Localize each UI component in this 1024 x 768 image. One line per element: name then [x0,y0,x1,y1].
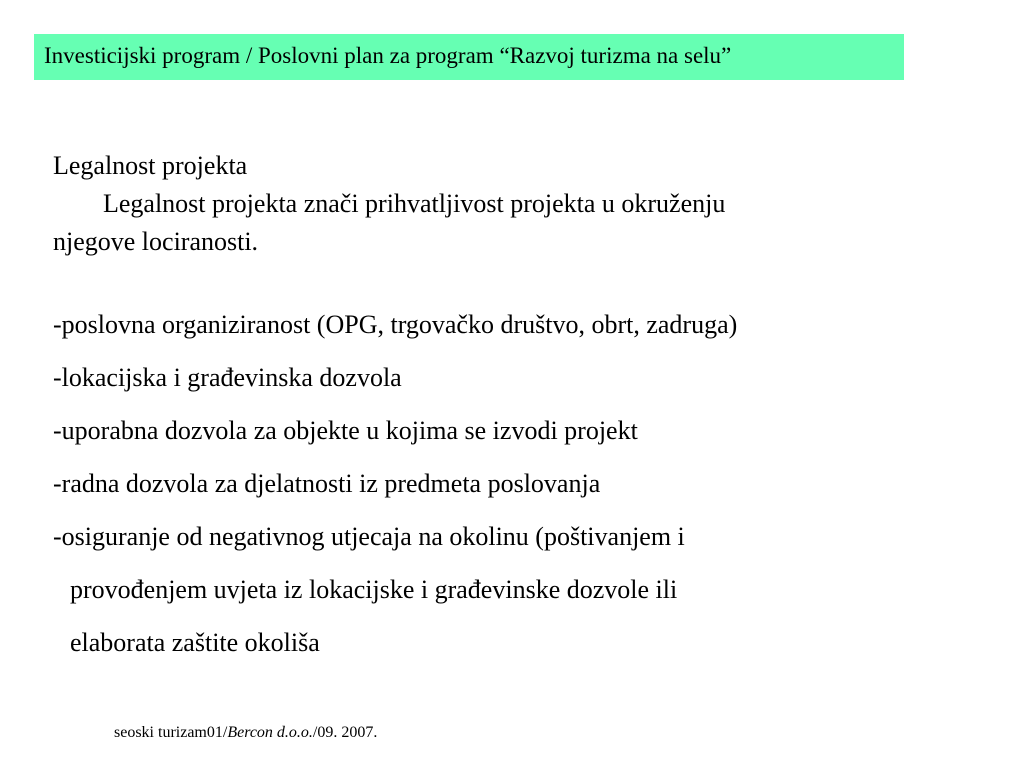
requirement-item-continuation: elaborata zaštite okoliša [70,628,320,657]
requirement-item: -lokacijska i građevinska dozvola [53,363,402,392]
footer-prefix: seoski turizam01/ [114,724,228,741]
requirement-item-continuation: provođenjem uvjeta iz lokacijske i građevinske dozvole ili [70,575,678,604]
slide-footer [114,722,377,744]
definition-line-2: njegove lociranosti. [53,227,259,256]
requirement-item: -radna dozvola za djelatnosti iz predmeta poslovanja [53,469,601,498]
requirement-item: -osiguranje od negativnog utjecaja na okolinu (poštivanjem i [53,522,685,551]
slide-title: Investicijski program / Poslovni plan za program “Razvoj turizma na selu” [44,43,732,68]
requirement-item: -poslovna organiziranost (OPG, trgovačko društvo, obrt, zadruga) [53,310,738,339]
requirement-item: -uporabna dozvola za objekte u kojima se izvodi projekt [53,416,638,445]
slide-title-banner [34,34,904,80]
footer-company: Bercon d.o.o. [227,724,313,741]
definition-line-1: Legalnost projekta znači prihvatljivost projekta u okruženju [103,189,726,218]
footer-date: /09. 2007. [312,724,378,741]
legality-section [53,147,993,261]
section-heading: Legalnost projekta [53,151,248,180]
requirements-list [53,306,1013,677]
